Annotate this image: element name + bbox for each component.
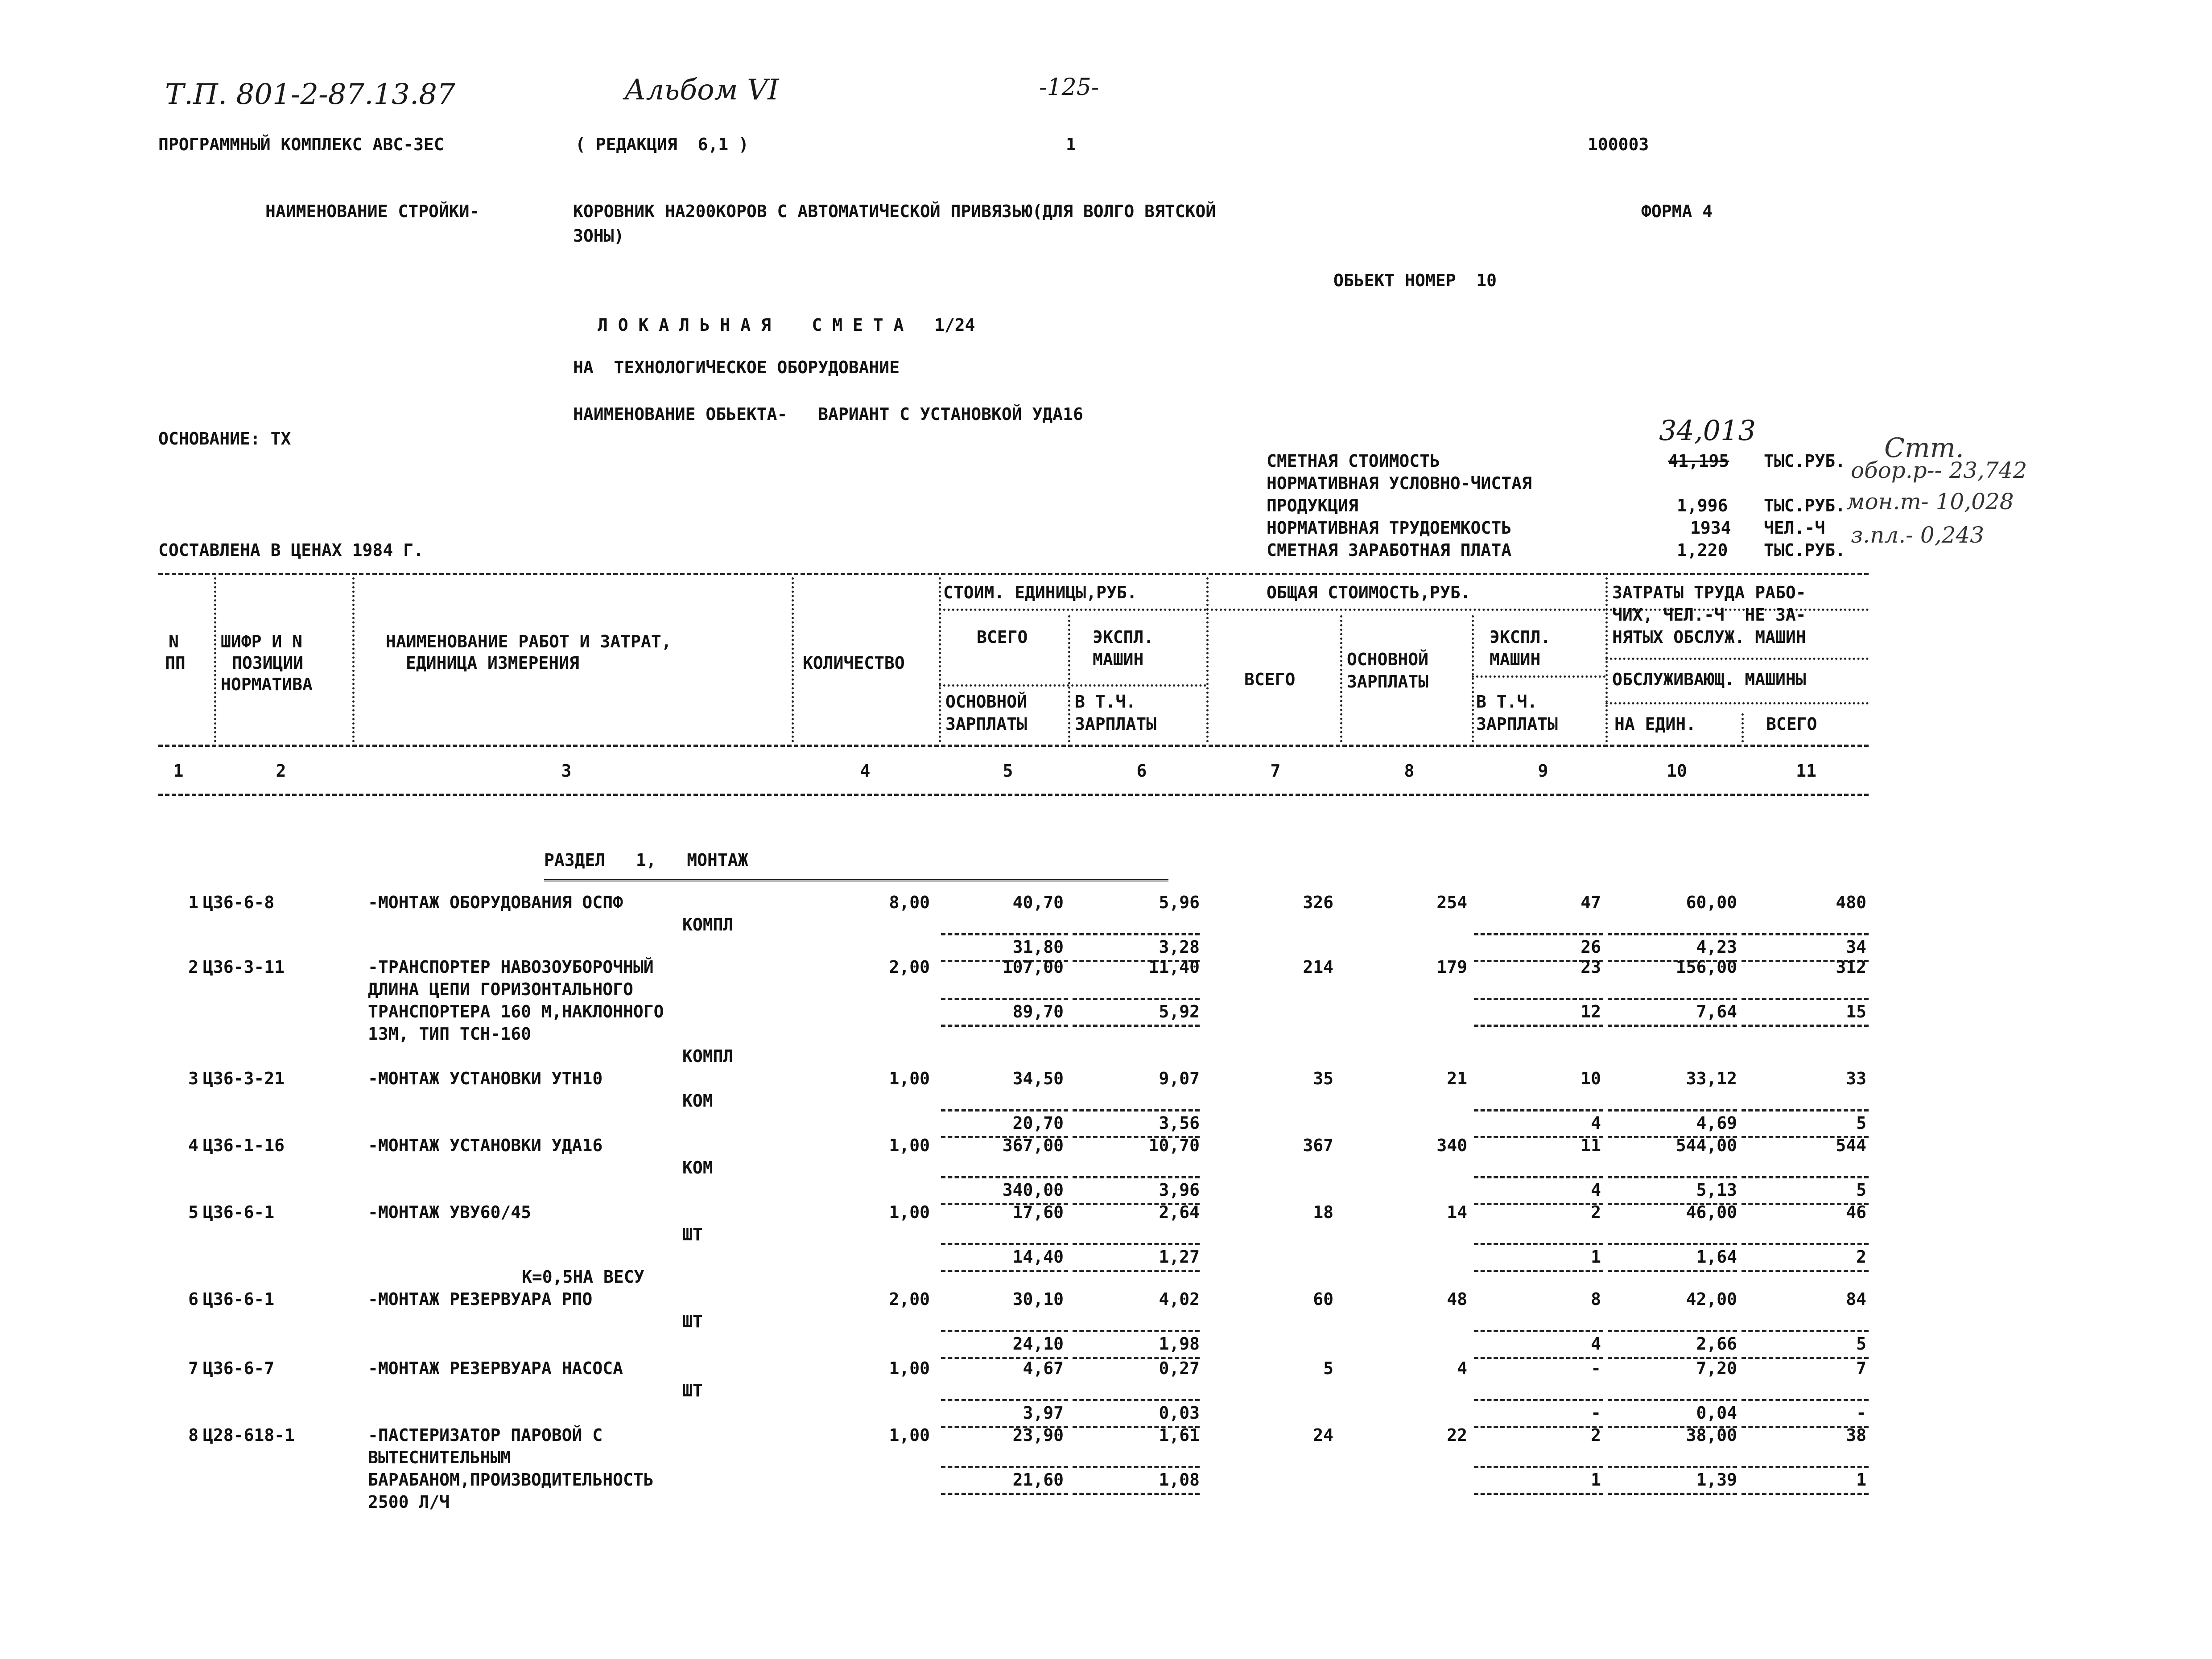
row-total-machines: 2 <box>1591 1202 1601 1222</box>
row-quantity: 1,00 <box>889 1202 930 1222</box>
row-labor-total: 84 <box>1846 1289 1866 1309</box>
row-unit: КОМ <box>682 1158 713 1177</box>
row-subrule <box>1742 1399 1869 1401</box>
row-subrule <box>1073 1466 1200 1468</box>
row-subrule <box>941 1243 1068 1245</box>
row-total-wage: 254 <box>1436 893 1467 912</box>
col7-header: ВСЕГО <box>1244 670 1296 689</box>
row-unit-wage: 89,70 <box>1012 1002 1064 1021</box>
col-number: 5 <box>1003 761 1013 781</box>
col-number: 7 <box>1270 761 1281 781</box>
col-sep <box>1340 615 1342 742</box>
row-unit-machines-wage: 1,27 <box>1159 1247 1200 1267</box>
row-labor-total: 312 <box>1836 957 1866 977</box>
row-unit: ШТ <box>682 1225 703 1244</box>
col-number: 11 <box>1796 761 1816 781</box>
row-unit-machines: 11,40 <box>1148 957 1200 977</box>
row-labor-unit: 60,00 <box>1686 893 1737 912</box>
header-subrule <box>939 609 1206 611</box>
col-number: 9 <box>1538 761 1548 781</box>
row-total-machines: - <box>1591 1358 1601 1378</box>
row-subrule <box>941 1330 1068 1332</box>
header-subrule <box>1605 702 1869 704</box>
summary-value-product: 1,996 <box>1677 496 1728 515</box>
row-total-wage: 340 <box>1436 1136 1467 1155</box>
row-unit: КОМПЛ <box>682 915 734 934</box>
row-total-machines-wage: 12 <box>1581 1002 1601 1021</box>
row-total-wage: 21 <box>1447 1069 1467 1088</box>
row-total-machines: 10 <box>1581 1069 1601 1088</box>
row-machine-labor-total: 15 <box>1846 1002 1866 1021</box>
row-quantity: 2,00 <box>889 1289 930 1309</box>
row-subrule <box>1742 1176 1869 1178</box>
form-number: ФОРМА 4 <box>1641 202 1713 221</box>
row-number: 5 <box>188 1202 198 1222</box>
row-labor-unit: 7,20 <box>1696 1358 1737 1378</box>
row-subrule <box>1608 1025 1737 1027</box>
row-code: Ц36-6-1 <box>203 1289 275 1309</box>
row-unit-wage: 21,60 <box>1012 1470 1064 1490</box>
construction-label: НАИМЕНОВАНИЕ СТРОЙКИ- <box>265 202 480 221</box>
row-unit-wage: 14,40 <box>1012 1247 1064 1267</box>
row-total-machines-wage: 4 <box>1591 1180 1601 1200</box>
row-code: Ц36-6-8 <box>203 893 275 912</box>
row-total-machines-wage: - <box>1591 1403 1601 1423</box>
col9-header-sub-line2: ЗАРПЛАТЫ <box>1476 714 1558 734</box>
row-subrule <box>941 1399 1068 1401</box>
row-code: Ц36-3-21 <box>203 1069 285 1088</box>
row-subrule <box>1073 1270 1200 1272</box>
row-code: Ц36-6-7 <box>203 1358 275 1378</box>
col-number: 4 <box>860 761 871 781</box>
col9-header-line1: ЭКСПЛ. <box>1490 627 1551 647</box>
col-sep <box>792 577 794 742</box>
row-work-name: 13М, ТИП ТСН-160 <box>368 1024 532 1044</box>
unit-cost-header: СТОИМ. ЕДИНИЦЫ,РУБ. <box>943 583 1137 602</box>
col-sep <box>939 577 941 742</box>
row-subrule <box>1608 933 1737 935</box>
row-unit-machines: 9,07 <box>1159 1069 1200 1088</box>
row-subrule <box>1073 1330 1200 1332</box>
col-number: 10 <box>1667 761 1687 781</box>
construction-name-line1: КОРОВНИК НА200КОРОВ С АВТОМАТИЧЕСКОЙ ПРИВЯЗЬЮ(ДЛЯ ВОЛГО ВЯТСКОЙ <box>573 202 1216 221</box>
handwritten-note-mounting: мон.т- 10,028 <box>1846 489 2014 515</box>
col10-header: НА ЕДИН. <box>1614 714 1696 734</box>
col5-header-total: ВСЕГО <box>977 627 1028 647</box>
col-sep <box>1068 615 1070 742</box>
row-number: 4 <box>188 1136 198 1155</box>
row-work-name: ТРАНСПОРТЕРА 160 М,НАКЛОННОГО <box>368 1002 664 1021</box>
handwritten-corrected-cost: 34,013 <box>1659 414 1756 447</box>
row-subrule <box>1474 998 1603 1000</box>
row-subrule <box>941 998 1068 1000</box>
row-unit-wage: 340,00 <box>1002 1180 1064 1200</box>
row-number: 8 <box>188 1425 198 1445</box>
col-sep <box>1472 615 1474 742</box>
handwritten-project-code: Т.П. 801-2-87.13.87 <box>165 78 455 111</box>
col6-header-sub-line1: В Т.Ч. <box>1075 692 1136 712</box>
row-labor-unit: 33,12 <box>1686 1069 1737 1088</box>
sheet-number: 1 <box>1066 135 1076 154</box>
row-work-name: ДЛИНА ЦЕПИ ГОРИЗОНТАЛЬНОГО <box>368 980 633 999</box>
row-labor-total: 7 <box>1856 1358 1866 1378</box>
row-total: 60 <box>1313 1289 1333 1309</box>
row-subrule <box>941 1109 1068 1111</box>
row-subrule <box>1742 1270 1869 1272</box>
row-unit-wage: 20,70 <box>1012 1113 1064 1133</box>
row-unit: КОМ <box>682 1091 713 1111</box>
row-subrule <box>1608 1399 1737 1401</box>
header-subrule <box>939 684 1206 687</box>
object-name: НАИМЕНОВАНИЕ ОБЬЕКТА- ВАРИАНТ С УСТАНОВКОЙ УДА16 <box>573 404 1083 424</box>
row-unit-machines-wage: 3,56 <box>1159 1113 1200 1133</box>
row-subrule <box>1742 1357 1869 1359</box>
row-total: 18 <box>1313 1202 1333 1222</box>
row-unit-machines-wage: 3,96 <box>1159 1180 1200 1200</box>
handwritten-album: Альбом VI <box>624 74 779 107</box>
row-total-machines-wage: 1 <box>1591 1470 1601 1490</box>
summary-label-cost: СМЕТНАЯ СТОИМОСТЬ <box>1267 451 1440 471</box>
col-number: 1 <box>173 761 184 781</box>
document-code: 100003 <box>1588 135 1649 154</box>
row-total: 35 <box>1313 1069 1333 1088</box>
row-subrule <box>1608 1109 1737 1111</box>
row-subrule <box>1474 1357 1603 1359</box>
row-unit: КОМПЛ <box>682 1046 734 1066</box>
header-subrule <box>1472 675 1605 678</box>
row-code: Ц36-1-16 <box>203 1136 285 1155</box>
row-machine-labor-total: 34 <box>1846 937 1866 957</box>
row-unit-total: 30,10 <box>1012 1289 1064 1309</box>
row-unit-machines-wage: 1,08 <box>1159 1470 1200 1490</box>
row-subrule <box>1742 933 1869 935</box>
labor-header-line1: ЗАТРАТЫ ТРУДА РАБО- <box>1612 583 1806 602</box>
labor-header-sub: ОБСЛУЖИВАЮЩ. МАШИНЫ <box>1612 670 1806 689</box>
row-subrule <box>1474 1493 1603 1495</box>
row-subrule <box>1608 1270 1737 1272</box>
col5-header-wage-line1: ОСНОВНОЙ <box>945 692 1028 712</box>
col2-header-line3: НОРМАТИВА <box>221 675 313 694</box>
row-subrule <box>1073 933 1200 935</box>
table-top-rule <box>158 573 1869 575</box>
row-subrule <box>1608 1493 1737 1495</box>
edition: ( РЕДАКЦИЯ 6,1 ) <box>575 135 749 154</box>
row-unit-wage: 24,10 <box>1012 1334 1064 1354</box>
summary-label-net: НОРМАТИВНАЯ УСЛОВНО-ЧИСТАЯ <box>1267 473 1532 493</box>
row-subrule <box>941 1493 1068 1495</box>
row-total: 214 <box>1303 957 1333 977</box>
section-heading: РАЗДЕЛ 1, МОНТАЖ <box>544 850 748 870</box>
row-subrule <box>1474 1025 1603 1027</box>
row-subrule <box>1474 1109 1603 1111</box>
row-number: 2 <box>188 957 198 977</box>
row-quantity: 1,00 <box>889 1358 930 1378</box>
row-code: Ц36-6-1 <box>203 1202 275 1222</box>
row-unit-total: 367,00 <box>1002 1136 1064 1155</box>
row-machine-labor-unit: 0,04 <box>1696 1403 1737 1423</box>
row-labor-total: 544 <box>1836 1136 1866 1155</box>
row-work-name: -МОНТАЖ УВУ60/45 <box>368 1202 532 1222</box>
table-numbers-rule <box>158 794 1869 796</box>
row-unit-total: 23,90 <box>1012 1425 1064 1445</box>
row-machine-labor-unit: 1,64 <box>1696 1247 1737 1267</box>
row-labor-total: 480 <box>1836 893 1866 912</box>
row-total-machines: 23 <box>1581 957 1601 977</box>
section-underline <box>544 879 1168 881</box>
row-coefficient-note: К=0,5НА ВЕСУ <box>522 1267 644 1287</box>
labor-header-line2: ЧИХ, ЧЕЛ.-Ч НЕ ЗА- <box>1612 605 1806 625</box>
row-subrule <box>1742 1025 1869 1027</box>
row-quantity: 1,00 <box>889 1425 930 1445</box>
row-total-machines-wage: 26 <box>1581 937 1601 957</box>
summary-label-product: ПРОДУКЦИЯ <box>1267 496 1358 515</box>
row-machine-labor-total: 5 <box>1856 1180 1866 1200</box>
row-subrule <box>1608 1243 1737 1245</box>
row-total-machines-wage: 4 <box>1591 1334 1601 1354</box>
col9-header-sub-line1: В Т.Ч. <box>1476 692 1538 712</box>
summary-label-labor: НОРМАТИВНАЯ ТРУДОЕМКОСТЬ <box>1267 518 1512 538</box>
row-machine-labor-total: 2 <box>1856 1247 1866 1267</box>
row-labor-total: 38 <box>1846 1425 1866 1445</box>
row-subrule <box>1742 998 1869 1000</box>
row-machine-labor-total: 1 <box>1856 1470 1866 1490</box>
summary-label-wage: СМЕТНАЯ ЗАРАБОТНАЯ ПЛАТА <box>1267 540 1512 560</box>
col-number: 2 <box>276 761 286 781</box>
row-total-machines-wage: 4 <box>1591 1113 1601 1133</box>
row-subrule <box>1608 1176 1737 1178</box>
col1-header-line2: ПП <box>165 653 186 673</box>
row-subrule <box>941 1025 1068 1027</box>
header-subrule <box>1206 609 1605 611</box>
row-machine-labor-unit: 4,23 <box>1696 937 1737 957</box>
row-number: 1 <box>188 893 198 912</box>
col-sep <box>1206 577 1209 742</box>
col6-header-line1: ЭКСПЛ. <box>1093 627 1154 647</box>
row-quantity: 8,00 <box>889 893 930 912</box>
handwritten-note-stt: Стт. <box>1884 432 1964 464</box>
row-subrule <box>1073 1243 1200 1245</box>
col-number: 8 <box>1404 761 1415 781</box>
row-unit-machines-wage: 0,03 <box>1159 1403 1200 1423</box>
handwritten-note-equipment: обор.р-- 23,742 <box>1851 457 2027 483</box>
col9-header-line2: МАШИН <box>1490 650 1541 669</box>
row-unit-machines: 2,64 <box>1159 1202 1200 1222</box>
row-number: 3 <box>188 1069 198 1088</box>
row-number: 6 <box>188 1289 198 1309</box>
estimate-subject: НА ТЕХНОЛОГИЧЕСКОЕ ОБОРУДОВАНИЕ <box>573 358 900 377</box>
row-labor-unit: 544,00 <box>1676 1136 1737 1155</box>
col-sep <box>1742 713 1744 742</box>
row-total: 5 <box>1323 1358 1333 1378</box>
table-header-rule <box>158 745 1869 747</box>
estimate-title: Л О К А Л Ь Н А Я С М Е Т А 1/24 <box>598 315 975 335</box>
row-labor-unit: 46,00 <box>1686 1202 1737 1222</box>
object-number: ОБЬЕКТ НОМЕР 10 <box>1333 271 1497 290</box>
row-work-name: 2500 Л/Ч <box>368 1492 450 1512</box>
row-unit: ШТ <box>682 1381 703 1400</box>
row-work-name: БАРАБАНОМ,ПРОИЗВОДИТЕЛЬНОСТЬ <box>368 1470 654 1490</box>
col8-header-line2: ЗАРПЛАТЫ <box>1347 672 1429 692</box>
price-year: СОСТАВЛЕНА В ЦЕНАХ 1984 Г. <box>158 540 424 560</box>
row-work-name: -МОНТАЖ УСТАНОВКИ УТН10 <box>368 1069 603 1088</box>
summary-unit-wage: ТЫС.РУБ. <box>1764 540 1846 560</box>
col-sep <box>1605 577 1608 742</box>
row-subrule <box>941 933 1068 935</box>
row-machine-labor-unit: 5,13 <box>1696 1180 1737 1200</box>
row-subrule <box>1073 998 1200 1000</box>
row-work-name: -ТРАНСПОРТЕР НАВОЗОУБОРОЧНЫЙ <box>368 957 654 977</box>
col1-header-line1: N <box>169 632 179 651</box>
row-unit-machines-wage: 3,28 <box>1159 937 1200 957</box>
row-total-wage: 4 <box>1457 1358 1467 1378</box>
row-subrule <box>1474 1176 1603 1178</box>
row-subrule <box>941 1176 1068 1178</box>
row-machine-labor-unit: 1,39 <box>1696 1470 1737 1490</box>
row-subrule <box>1073 1109 1200 1111</box>
col-sep <box>352 577 355 742</box>
col8-header-line1: ОСНОВНОЙ <box>1347 650 1429 669</box>
row-subrule <box>1742 1330 1869 1332</box>
row-subrule <box>1474 1243 1603 1245</box>
row-subrule <box>1073 1025 1200 1027</box>
col3-header-line2: ЕДИНИЦА ИЗМЕРЕНИЯ <box>406 653 579 673</box>
row-labor-unit: 38,00 <box>1686 1425 1737 1445</box>
row-total-machines-wage: 1 <box>1591 1247 1601 1267</box>
row-total: 367 <box>1303 1136 1333 1155</box>
row-subrule <box>1474 1330 1603 1332</box>
row-unit-machines: 1,61 <box>1159 1425 1200 1445</box>
row-unit-machines: 0,27 <box>1159 1358 1200 1378</box>
row-unit-machines-wage: 1,98 <box>1159 1334 1200 1354</box>
row-total-wage: 179 <box>1436 957 1467 977</box>
row-machine-labor-total: - <box>1856 1403 1866 1423</box>
row-machine-labor-total: 5 <box>1856 1334 1866 1354</box>
row-total: 24 <box>1313 1425 1333 1445</box>
row-subrule <box>1608 998 1737 1000</box>
row-subrule <box>1474 933 1603 935</box>
row-machine-labor-unit: 4,69 <box>1696 1113 1737 1133</box>
col6-header-sub-line2: ЗАРПЛАТЫ <box>1075 714 1157 734</box>
summary-value-labor: 1934 <box>1690 518 1731 538</box>
row-quantity: 1,00 <box>889 1136 930 1155</box>
row-subrule <box>1742 1466 1869 1468</box>
row-unit-total: 4,67 <box>1023 1358 1064 1378</box>
summary-unit-cost: ТЫС.РУБ. <box>1764 451 1846 471</box>
row-unit-machines-wage: 5,92 <box>1159 1002 1200 1021</box>
row-machine-labor-unit: 7,64 <box>1696 1002 1737 1021</box>
row-subrule <box>1474 1399 1603 1401</box>
row-work-name: -ПАСТЕРИЗАТОР ПАРОВОЙ С <box>368 1425 603 1445</box>
row-work-name: -МОНТАЖ РЕЗЕРВУАРА РПО <box>368 1289 593 1309</box>
col2-header-line1: ШИФР И N <box>221 632 303 651</box>
row-machine-labor-total: 5 <box>1856 1113 1866 1133</box>
row-quantity: 2,00 <box>889 957 930 977</box>
row-total-machines: 2 <box>1591 1425 1601 1445</box>
row-labor-total: 46 <box>1846 1202 1866 1222</box>
summary-unit-product: ТЫС.РУБ. <box>1764 496 1846 515</box>
row-total-machines: 47 <box>1581 893 1601 912</box>
row-code: Ц36-3-11 <box>203 957 285 977</box>
col-sep <box>214 577 216 742</box>
row-subrule <box>1742 1493 1869 1495</box>
row-subrule <box>1742 1109 1869 1111</box>
row-total-wage: 14 <box>1447 1202 1467 1222</box>
col6-header-line2: МАШИН <box>1093 650 1144 669</box>
row-total-wage: 48 <box>1447 1289 1467 1309</box>
row-unit: ШТ <box>682 1312 703 1331</box>
row-work-name: -МОНТАЖ РЕЗЕРВУАРА НАСОСА <box>368 1358 623 1378</box>
row-total: 326 <box>1303 893 1333 912</box>
total-cost-header: ОБЩАЯ СТОИМОСТЬ,РУБ. <box>1267 583 1471 602</box>
labor-header-line3: НЯТЫХ ОБСЛУЖ. МАШИН <box>1612 627 1806 647</box>
row-unit-total: 34,50 <box>1012 1069 1064 1088</box>
col-number: 3 <box>561 761 572 781</box>
handwritten-page-number: -125- <box>1039 74 1099 101</box>
col4-header: КОЛИЧЕСТВО <box>803 653 905 673</box>
col-number: 6 <box>1136 761 1147 781</box>
summary-unit-labor: ЧЕЛ.-Ч <box>1764 518 1825 538</box>
row-labor-unit: 42,00 <box>1686 1289 1737 1309</box>
program-name: ПРОГРАММНЫЙ КОМПЛЕКС АВС-ЗЕС <box>158 135 444 154</box>
row-unit-total: 17,60 <box>1012 1202 1064 1222</box>
col3-header-line1: НАИМЕНОВАНИЕ РАБОТ И ЗАТРАТ, <box>386 632 672 651</box>
row-unit-machines: 5,96 <box>1159 893 1200 912</box>
col11-header: ВСЕГО <box>1766 714 1817 734</box>
row-unit-wage: 3,97 <box>1023 1403 1064 1423</box>
handwritten-note-wage: з.пл.- 0,243 <box>1851 522 1985 548</box>
construction-name-line2: ЗОНЫ) <box>573 226 624 246</box>
col5-header-wage-line2: ЗАРПЛАТЫ <box>945 714 1028 734</box>
row-subrule <box>1073 1176 1200 1178</box>
row-work-name: ВЫТЕСНИТЕЛЬНЫМ <box>368 1448 511 1467</box>
row-total-machines: 8 <box>1591 1289 1601 1309</box>
row-subrule <box>1073 1493 1200 1495</box>
row-labor-total: 33 <box>1846 1069 1866 1088</box>
row-number: 7 <box>188 1358 198 1378</box>
estimate-basis: ОСНОВАНИЕ: ТХ <box>158 429 291 449</box>
row-quantity: 1,00 <box>889 1069 930 1088</box>
summary-value-wage: 1,220 <box>1677 540 1728 560</box>
row-subrule <box>1742 1243 1869 1245</box>
row-work-name: -МОНТАЖ ОБОРУДОВАНИЯ ОСПФ <box>368 893 623 912</box>
row-subrule <box>1608 1330 1737 1332</box>
row-total-machines: 11 <box>1581 1136 1601 1155</box>
header-subrule <box>1605 658 1869 660</box>
row-subrule <box>1474 1270 1603 1272</box>
row-work-name: -МОНТАЖ УСТАНОВКИ УДА16 <box>368 1136 603 1155</box>
summary-value-cost: 41,195 <box>1668 451 1729 471</box>
row-subrule <box>941 1270 1068 1272</box>
row-subrule <box>941 1466 1068 1468</box>
row-unit-total: 107,00 <box>1002 957 1064 977</box>
row-subrule <box>1608 1466 1737 1468</box>
row-subrule <box>1073 1399 1200 1401</box>
row-unit-wage: 31,80 <box>1012 937 1064 957</box>
row-labor-unit: 156,00 <box>1676 957 1737 977</box>
row-unit-machines: 10,70 <box>1148 1136 1200 1155</box>
row-unit-total: 40,70 <box>1012 893 1064 912</box>
row-code: Ц28-618-1 <box>203 1425 295 1445</box>
row-subrule <box>1474 1466 1603 1468</box>
row-total-wage: 22 <box>1447 1425 1467 1445</box>
col2-header-line2: ПОЗИЦИИ <box>232 653 304 673</box>
row-unit-machines: 4,02 <box>1159 1289 1200 1309</box>
row-machine-labor-unit: 2,66 <box>1696 1334 1737 1354</box>
